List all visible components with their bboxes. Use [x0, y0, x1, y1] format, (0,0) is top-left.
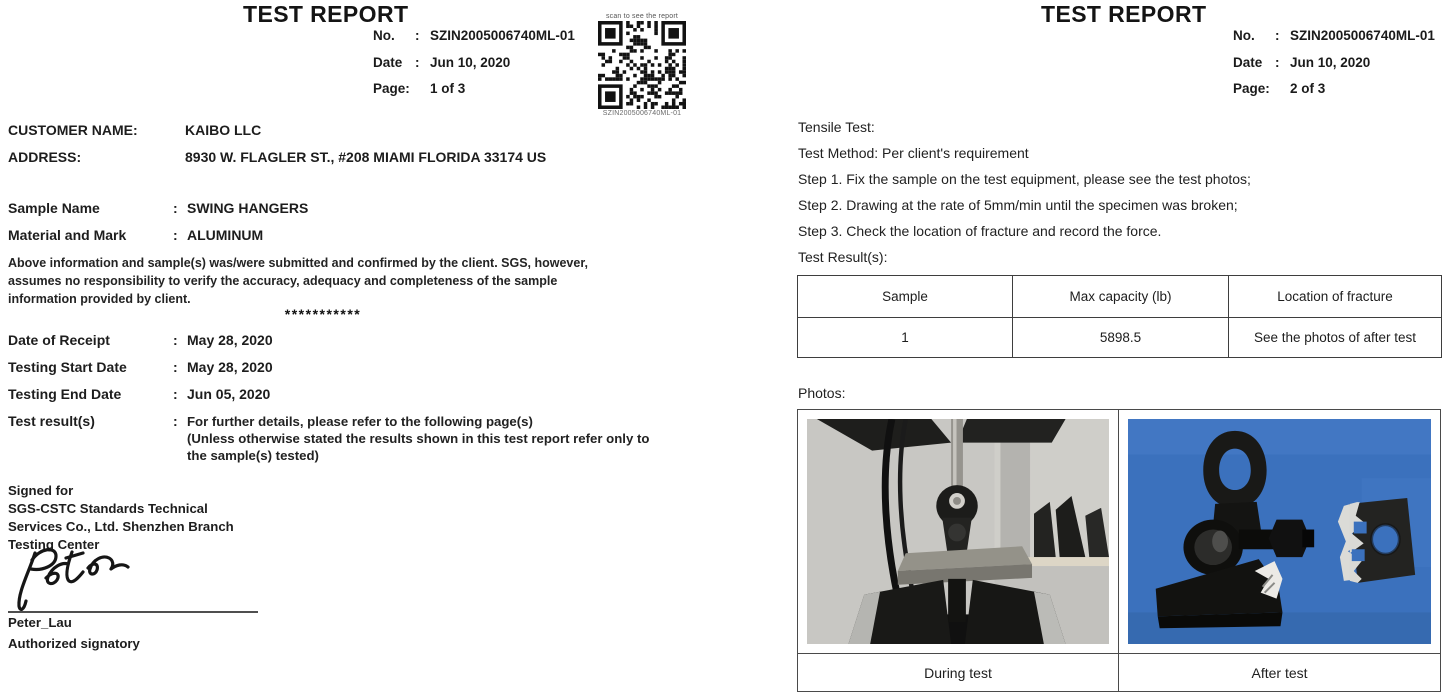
field-value: Jun 05, 2020: [187, 386, 271, 402]
field-colon: :: [173, 332, 178, 348]
meta-label: No.: [373, 28, 395, 43]
field-value: KAIBO LLC: [185, 122, 262, 138]
field-colon: :: [173, 413, 178, 429]
section-line-method: Test Method: Per client's requirement: [798, 145, 1029, 161]
report-page-1: [0, 0, 705, 696]
receipt-date-row: [8, 332, 273, 349]
sample-name-row: [8, 200, 308, 217]
meta-colon: [415, 80, 430, 97]
after-test-photo: [1128, 419, 1431, 644]
results-header-fracture: Location of fracture: [1229, 276, 1442, 318]
field-value: May 28, 2020: [187, 359, 273, 375]
disclaimer-line: information provided by client.: [8, 292, 191, 306]
field-label: Material and Mark: [8, 227, 127, 243]
signed-for-line: Services Co., Ltd. Shenzhen Branch: [8, 519, 234, 534]
photo-caption-after: After test: [1119, 653, 1440, 691]
signature-image: [4, 544, 134, 614]
field-label: Sample Name: [8, 200, 100, 216]
section-line-title: Tensile Test:: [798, 119, 875, 135]
results-header-sample: Sample: [798, 276, 1013, 318]
address-row: [8, 149, 546, 166]
results-cell-fracture: See the photos of after test: [1229, 318, 1442, 358]
signed-for-line: SGS-CSTC Standards Technical: [8, 501, 208, 516]
photo-table: [797, 409, 1441, 692]
meta-value: 1 of 3: [430, 81, 466, 96]
signed-for-line: Signed for: [8, 483, 74, 498]
meta-row-no: [373, 27, 575, 44]
field-label: CUSTOMER NAME:: [8, 122, 138, 138]
field-label: ADDRESS:: [8, 149, 82, 165]
photo-cell-after: [1119, 410, 1440, 653]
qr-caption-bottom: SZIN2005006740ML-01: [602, 110, 682, 117]
meta-colon: :: [415, 54, 420, 70]
material-row: [8, 227, 263, 244]
customer-name-row: [8, 122, 261, 139]
field-value: May 28, 2020: [187, 332, 273, 348]
section-line-step2: Step 2. Drawing at the rate of 5mm/min until the specimen was broken;: [798, 197, 1238, 213]
tensile-test-section: [798, 114, 1251, 270]
field-value: SWING HANGERS: [187, 200, 309, 216]
results-cell-sample: 1: [798, 318, 1013, 358]
qr-code: [597, 12, 687, 118]
field-value: [187, 413, 649, 464]
separator-stars: ***********: [284, 306, 362, 322]
page-title: TEST REPORT: [243, 1, 409, 27]
photo-caption-during: During test: [798, 653, 1119, 691]
field-colon: :: [173, 227, 178, 243]
meta-row-date: [373, 54, 575, 71]
meta-row-page: [1233, 80, 1435, 97]
test-result-line: For further details, please refer to the following page(s): [187, 414, 533, 429]
field-colon: :: [173, 359, 178, 375]
qr-image: [598, 21, 686, 109]
test-result-row: [8, 413, 649, 464]
results-header-capacity: Max capacity (lb): [1013, 276, 1229, 318]
qr-caption-top: scan to see the report: [605, 13, 679, 20]
meta-label: No.: [1233, 28, 1255, 43]
disclaimer-line: Above information and sample(s) was/were submitted and confirmed by the client. SGS, however,: [8, 256, 588, 270]
testing-start-row: [8, 359, 273, 376]
test-result-line: the sample(s) tested): [187, 448, 319, 463]
signatory-name: Peter_Lau: [8, 615, 72, 630]
field-value: ALUMINUM: [187, 227, 264, 243]
meta-label: Page:: [1233, 81, 1270, 96]
meta-value: Jun 10, 2020: [1290, 54, 1371, 70]
during-test-photo: [807, 419, 1109, 644]
testing-end-row: [8, 386, 270, 403]
meta-value: 2 of 3: [1290, 81, 1326, 96]
section-line-step3: Step 3. Check the location of fracture and record the force.: [798, 223, 1162, 239]
meta-value: SZIN2005006740ML-01: [430, 28, 575, 43]
meta-colon: :: [1275, 54, 1280, 70]
photo-cell-during: [798, 410, 1119, 653]
field-label: Testing Start Date: [8, 359, 127, 375]
test-result-line: (Unless otherwise stated the results shown in this test report refer only to: [187, 431, 650, 446]
meta-colon: :: [1275, 28, 1280, 43]
photos-label: Photos:: [798, 385, 846, 401]
meta-colon: :: [415, 28, 420, 43]
meta-row-no: [1233, 27, 1435, 44]
meta-label: Date: [1233, 54, 1263, 70]
report-meta: [373, 27, 575, 97]
page-title: TEST REPORT: [1041, 1, 1207, 27]
signatory-role: Authorized signatory: [8, 636, 140, 651]
meta-row-date: [1233, 54, 1435, 71]
field-label: Test result(s): [8, 413, 95, 429]
meta-value: SZIN2005006740ML-01: [1290, 28, 1435, 43]
meta-label: Page:: [373, 81, 410, 96]
disclaimer-line: assumes no responsibility to verify the accuracy, adequacy and completeness of the sample: [8, 274, 558, 288]
results-cell-capacity: 5898.5: [1013, 318, 1229, 358]
disclaimer-text: [8, 254, 588, 308]
field-label: Testing End Date: [8, 386, 122, 402]
table-row: [798, 318, 1442, 358]
meta-colon: [1275, 80, 1290, 97]
field-label: Date of Receipt: [8, 332, 110, 348]
meta-value: Jun 10, 2020: [430, 54, 511, 70]
field-colon: :: [173, 200, 178, 216]
section-line-result: Test Result(s):: [798, 249, 888, 265]
signed-for-line: Testing Center: [8, 537, 100, 552]
section-line-step1: Step 1. Fix the sample on the test equipment, please see the test photos;: [798, 171, 1251, 187]
field-colon: :: [173, 386, 178, 402]
meta-row-page: [373, 80, 575, 97]
meta-label: Date: [373, 54, 403, 70]
results-table: [797, 275, 1442, 358]
results-header-row: [798, 276, 1442, 318]
signature-line: [8, 611, 258, 613]
field-value: 8930 W. FLAGLER ST., #208 MIAMI FLORIDA 33174 US: [185, 149, 547, 165]
report-meta: [1233, 27, 1435, 97]
report-page-2: [705, 0, 1445, 696]
